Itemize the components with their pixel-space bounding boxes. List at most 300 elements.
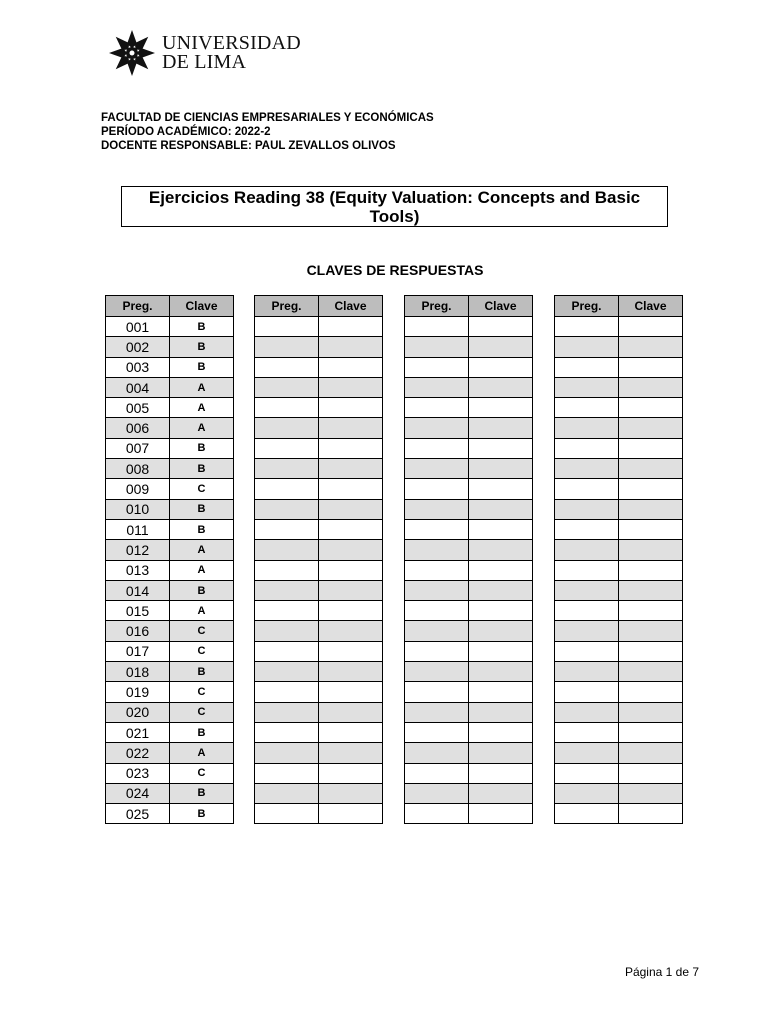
answer-key-table-3 <box>404 295 533 824</box>
table-row <box>255 317 383 337</box>
table-row <box>405 601 533 621</box>
star-flower-logo-icon <box>108 29 156 77</box>
answer-key <box>319 377 383 397</box>
header-preg: Preg. <box>106 296 170 317</box>
answer-key <box>319 398 383 418</box>
question-number: 017 <box>106 641 170 661</box>
question-number <box>255 783 319 803</box>
answer-key <box>619 662 683 682</box>
header-clave: Clave <box>319 296 383 317</box>
answer-key <box>319 722 383 742</box>
table-row <box>106 459 234 479</box>
answer-key: B <box>170 499 234 519</box>
question-number <box>555 560 619 580</box>
table-row <box>255 499 383 519</box>
table-row <box>255 459 383 479</box>
header-clave: Clave <box>170 296 234 317</box>
answer-key <box>319 479 383 499</box>
table-row <box>106 621 234 641</box>
table-row <box>106 317 234 337</box>
table-row <box>405 560 533 580</box>
question-number: 016 <box>106 621 170 641</box>
table-row <box>255 377 383 397</box>
table-row <box>255 763 383 783</box>
header-preg: Preg. <box>555 296 619 317</box>
table-row <box>255 560 383 580</box>
answer-key: C <box>170 702 234 722</box>
answer-key: C <box>170 763 234 783</box>
question-number <box>555 763 619 783</box>
answer-key <box>619 337 683 357</box>
question-number: 012 <box>106 540 170 560</box>
answer-key <box>319 743 383 763</box>
question-number <box>405 763 469 783</box>
answer-key: B <box>170 580 234 600</box>
question-number <box>555 662 619 682</box>
table-row <box>405 377 533 397</box>
question-number <box>255 459 319 479</box>
question-number <box>255 560 319 580</box>
table-row <box>555 357 683 377</box>
question-number <box>405 499 469 519</box>
answer-key <box>619 499 683 519</box>
answer-key <box>319 560 383 580</box>
university-logo <box>108 29 301 77</box>
table-row <box>106 540 234 560</box>
answer-key <box>469 540 533 560</box>
question-number <box>555 722 619 742</box>
question-number: 004 <box>106 377 170 397</box>
table-row <box>555 479 683 499</box>
answer-key <box>619 560 683 580</box>
answer-key <box>469 580 533 600</box>
table-row <box>405 621 533 641</box>
table-row <box>255 621 383 641</box>
table-row <box>555 519 683 539</box>
question-number: 010 <box>106 499 170 519</box>
question-number <box>405 459 469 479</box>
answer-key: B <box>170 459 234 479</box>
table-row <box>106 418 234 438</box>
question-number <box>255 398 319 418</box>
table-row <box>405 702 533 722</box>
table-row <box>106 804 234 824</box>
question-number <box>555 682 619 702</box>
question-number: 007 <box>106 438 170 458</box>
answer-key <box>469 398 533 418</box>
university-name-line2: DE LIMA <box>162 51 247 73</box>
table-row <box>405 499 533 519</box>
answer-key: C <box>170 641 234 661</box>
table-row <box>106 337 234 357</box>
table-row <box>555 580 683 600</box>
header-clave: Clave <box>469 296 533 317</box>
table-row <box>405 317 533 337</box>
question-number: 002 <box>106 337 170 357</box>
table-row <box>255 601 383 621</box>
question-number: 009 <box>106 479 170 499</box>
table-row <box>555 722 683 742</box>
answer-key <box>469 418 533 438</box>
question-number <box>555 377 619 397</box>
question-number <box>405 398 469 418</box>
table-row <box>555 621 683 641</box>
answer-key <box>319 317 383 337</box>
table-row <box>106 357 234 377</box>
question-number <box>405 743 469 763</box>
answer-key: C <box>170 479 234 499</box>
answer-key <box>319 601 383 621</box>
answer-key <box>469 601 533 621</box>
answer-key <box>469 317 533 337</box>
answer-key: C <box>170 682 234 702</box>
question-number <box>555 621 619 641</box>
answer-key: B <box>170 804 234 824</box>
question-number <box>405 621 469 641</box>
teacher-line: DOCENTE RESPONSABLE: PAUL ZEVALLOS OLIVOS <box>101 140 396 152</box>
table-row <box>106 763 234 783</box>
question-number: 015 <box>106 601 170 621</box>
table-row <box>555 662 683 682</box>
table-row <box>555 641 683 661</box>
answer-key: B <box>170 783 234 803</box>
question-number <box>405 783 469 803</box>
question-number <box>255 317 319 337</box>
table-row <box>555 317 683 337</box>
question-number <box>255 418 319 438</box>
table-row <box>106 702 234 722</box>
faculty-line: FACULTAD DE CIENCIAS EMPRESARIALES Y ECONÓMICAS <box>101 112 434 124</box>
answer-key <box>319 783 383 803</box>
table-row <box>405 357 533 377</box>
question-number <box>255 580 319 600</box>
answers-heading: CLAVES DE RESPUESTAS <box>306 262 484 278</box>
question-number <box>405 479 469 499</box>
answer-key: B <box>170 438 234 458</box>
answer-key <box>469 377 533 397</box>
answer-key: A <box>170 560 234 580</box>
question-number: 003 <box>106 357 170 377</box>
table-row <box>555 540 683 560</box>
table-row <box>555 601 683 621</box>
answer-key <box>619 519 683 539</box>
question-number <box>555 743 619 763</box>
table-row <box>555 377 683 397</box>
answer-key <box>619 580 683 600</box>
table-row <box>106 560 234 580</box>
table-row <box>555 743 683 763</box>
table-row <box>106 743 234 763</box>
table-row <box>405 743 533 763</box>
table-row <box>405 804 533 824</box>
answer-key <box>319 438 383 458</box>
answer-key <box>469 621 533 641</box>
question-number <box>405 580 469 600</box>
answer-key <box>319 682 383 702</box>
question-number <box>405 601 469 621</box>
table-row <box>255 418 383 438</box>
university-name <box>162 34 301 72</box>
answer-key <box>469 641 533 661</box>
answer-key <box>469 722 533 742</box>
table-row <box>255 662 383 682</box>
question-number <box>255 499 319 519</box>
question-number: 013 <box>106 560 170 580</box>
table-row <box>106 519 234 539</box>
table-row <box>405 763 533 783</box>
question-number <box>255 702 319 722</box>
answer-key <box>319 621 383 641</box>
table-row <box>555 804 683 824</box>
table-row <box>555 418 683 438</box>
answer-key <box>469 804 533 824</box>
answer-key <box>619 357 683 377</box>
question-number <box>255 722 319 742</box>
answer-key <box>319 662 383 682</box>
question-number <box>555 702 619 722</box>
table-row <box>555 398 683 418</box>
answer-key <box>469 438 533 458</box>
question-number <box>555 641 619 661</box>
answer-key <box>619 479 683 499</box>
question-number: 001 <box>106 317 170 337</box>
question-number <box>255 804 319 824</box>
answer-key <box>619 317 683 337</box>
course-info <box>101 111 434 153</box>
answer-key <box>469 783 533 803</box>
question-number <box>555 357 619 377</box>
table-row <box>255 682 383 702</box>
document-title: Ejercicios Reading 38 (Equity Valuation: Concepts and Basic Tools) <box>121 186 668 227</box>
question-number <box>555 398 619 418</box>
table-row <box>255 337 383 357</box>
question-number <box>555 459 619 479</box>
answer-key-table-4 <box>554 295 683 824</box>
answer-key <box>619 459 683 479</box>
table-row <box>405 337 533 357</box>
question-number <box>405 357 469 377</box>
question-number <box>255 621 319 641</box>
question-number <box>255 337 319 357</box>
question-number <box>255 601 319 621</box>
question-number <box>555 317 619 337</box>
table-row <box>106 783 234 803</box>
answer-key <box>469 357 533 377</box>
answer-key <box>619 418 683 438</box>
question-number: 021 <box>106 722 170 742</box>
answer-key <box>319 763 383 783</box>
question-number <box>255 519 319 539</box>
table-row <box>405 540 533 560</box>
question-number <box>405 722 469 742</box>
answer-key: A <box>170 398 234 418</box>
question-number <box>555 337 619 357</box>
table-row <box>555 459 683 479</box>
question-number: 022 <box>106 743 170 763</box>
table-row <box>106 377 234 397</box>
answer-key <box>319 459 383 479</box>
table-row <box>405 438 533 458</box>
question-number: 024 <box>106 783 170 803</box>
question-number: 005 <box>106 398 170 418</box>
table-row <box>405 783 533 803</box>
table-row <box>255 519 383 539</box>
question-number <box>555 418 619 438</box>
table-row <box>106 682 234 702</box>
answer-key <box>619 763 683 783</box>
answer-key <box>619 601 683 621</box>
answer-key <box>619 540 683 560</box>
answer-key <box>319 519 383 539</box>
answer-key-table-1 <box>105 295 234 824</box>
answer-key <box>619 398 683 418</box>
answer-key <box>469 662 533 682</box>
table-row <box>255 722 383 742</box>
table-row <box>106 479 234 499</box>
question-number <box>405 317 469 337</box>
table-row <box>106 398 234 418</box>
question-number <box>255 743 319 763</box>
question-number <box>405 418 469 438</box>
table-row <box>255 398 383 418</box>
table-row <box>106 438 234 458</box>
answer-key <box>469 702 533 722</box>
table-row <box>255 357 383 377</box>
table-row <box>405 722 533 742</box>
table-row <box>405 682 533 702</box>
answer-key <box>319 580 383 600</box>
question-number <box>405 337 469 357</box>
answer-key-table-2 <box>254 295 383 824</box>
answer-key <box>469 479 533 499</box>
answer-key: B <box>170 357 234 377</box>
answer-key <box>469 743 533 763</box>
table-row <box>255 641 383 661</box>
question-number <box>255 540 319 560</box>
table-row <box>255 580 383 600</box>
answer-key <box>469 560 533 580</box>
answer-key: A <box>170 601 234 621</box>
question-number <box>555 499 619 519</box>
answer-key <box>319 337 383 357</box>
question-number <box>555 438 619 458</box>
question-number <box>255 357 319 377</box>
answer-key <box>619 804 683 824</box>
table-row <box>106 499 234 519</box>
question-number: 008 <box>106 459 170 479</box>
answer-key <box>469 459 533 479</box>
table-row <box>555 438 683 458</box>
question-number <box>405 540 469 560</box>
answer-key <box>469 519 533 539</box>
header-preg: Preg. <box>405 296 469 317</box>
answer-key: B <box>170 662 234 682</box>
question-number <box>555 479 619 499</box>
question-number <box>255 763 319 783</box>
answer-key: A <box>170 540 234 560</box>
answer-key <box>469 337 533 357</box>
table-row <box>405 418 533 438</box>
question-number <box>405 519 469 539</box>
table-row <box>106 601 234 621</box>
table-row <box>405 519 533 539</box>
answer-key: A <box>170 743 234 763</box>
table-row <box>405 479 533 499</box>
answer-key <box>619 438 683 458</box>
table-row <box>405 641 533 661</box>
answer-key <box>619 722 683 742</box>
answer-key <box>619 377 683 397</box>
answer-key <box>319 804 383 824</box>
question-number <box>555 519 619 539</box>
period-line: PERÍODO ACADÉMICO: 2022-2 <box>101 126 271 138</box>
answer-key <box>469 499 533 519</box>
answer-key <box>619 702 683 722</box>
question-number <box>255 438 319 458</box>
table-row <box>255 702 383 722</box>
answer-key <box>319 540 383 560</box>
question-number: 018 <box>106 662 170 682</box>
table-header-row <box>106 296 234 317</box>
answer-key <box>319 499 383 519</box>
table-row <box>555 682 683 702</box>
table-row <box>405 580 533 600</box>
question-number <box>405 560 469 580</box>
question-number <box>405 702 469 722</box>
table-row <box>255 540 383 560</box>
table-row <box>405 398 533 418</box>
question-number <box>405 641 469 661</box>
table-header-row <box>405 296 533 317</box>
table-row <box>106 580 234 600</box>
question-number: 019 <box>106 682 170 702</box>
answer-key <box>619 783 683 803</box>
question-number: 011 <box>106 519 170 539</box>
university-name-line1: UNIVERSIDAD <box>162 32 301 54</box>
answer-key: A <box>170 418 234 438</box>
answer-key: B <box>170 337 234 357</box>
question-number: 025 <box>106 804 170 824</box>
question-number <box>255 479 319 499</box>
question-number <box>405 662 469 682</box>
question-number: 006 <box>106 418 170 438</box>
answer-key: B <box>170 519 234 539</box>
question-number <box>555 783 619 803</box>
answer-key: C <box>170 621 234 641</box>
question-number: 020 <box>106 702 170 722</box>
table-row <box>255 438 383 458</box>
table-row <box>405 662 533 682</box>
table-row <box>255 783 383 803</box>
question-number: 014 <box>106 580 170 600</box>
table-row <box>106 722 234 742</box>
question-number <box>555 601 619 621</box>
table-row <box>255 743 383 763</box>
answer-key <box>619 621 683 641</box>
question-number <box>555 540 619 560</box>
header-preg: Preg. <box>255 296 319 317</box>
table-row <box>255 804 383 824</box>
answer-key <box>619 682 683 702</box>
table-row <box>555 763 683 783</box>
question-number: 023 <box>106 763 170 783</box>
table-row <box>106 662 234 682</box>
question-number <box>405 804 469 824</box>
answer-key <box>319 702 383 722</box>
question-number <box>255 682 319 702</box>
answer-key: B <box>170 722 234 742</box>
question-number <box>405 377 469 397</box>
